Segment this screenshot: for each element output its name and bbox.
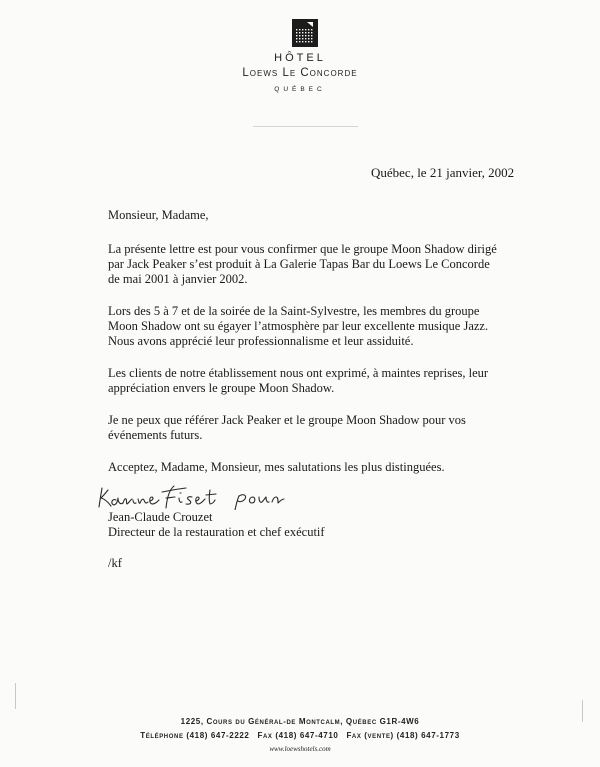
closing: Acceptez, Madame, Monsieur, mes salutations les plus distinguées. <box>108 460 445 474</box>
hotel-logo-icon <box>292 19 318 47</box>
footer-phone: Téléphone (418) 647-2222 <box>140 731 250 740</box>
paragraph-clients: Les clients de notre établissement nous ont exprimé, à maintes reprises, leur appréciation envers le groupe Moon Shadow. <box>108 366 489 395</box>
footer-fax-sales: Fax (vente) (418) 647-1773 <box>346 731 460 740</box>
letter-date: Québec, le 21 janvier, 2002 <box>371 165 515 180</box>
paragraph-confirmation: La présente lettre est pour vous confirmer que le groupe Moon Shadow dirigé par Jack Peaker s’est produit à La Galerie Tapas Bar du Loews Le Concorde de mai 2001 à janvier 2002. <box>108 242 497 286</box>
footer-contacts <box>0 731 600 740</box>
signer-title: Directeur de la restauration et chef exécutif <box>108 525 325 539</box>
scan-mark <box>15 683 16 709</box>
footer-address: 1225, Cours du Général-de Montcalm, Québec G1R-4W6 <box>180 717 420 726</box>
letterhead-brand: Loews Le Concorde <box>242 67 358 79</box>
signer-name: Jean-Claude Crouzet <box>108 510 213 524</box>
letterhead-hotel: HÔTEL <box>274 52 326 64</box>
signer-block <box>108 510 325 540</box>
letter-body <box>108 208 498 492</box>
footer-fax: Fax (418) 647-4710 <box>257 731 339 740</box>
salutation: Monsieur, Madame, <box>108 208 209 222</box>
typist-initials: /kf <box>108 556 122 570</box>
paragraph-recommendation: Je ne peux que référer Jack Peaker et le groupe Moon Shadow pour vos événements futurs. <box>108 413 466 442</box>
handwritten-signature <box>96 482 296 510</box>
paragraph-performance: Lors des 5 à 7 et de la soirée de la Saint-Sylvestre, les membres du groupe Moon Shadow ont su égayer l’atmosphère par leur excellente musique Jazz. Nous avons apprécié leur professionnalisme et leur assiduité. <box>108 304 489 348</box>
letterhead-city: QUÉBEC <box>274 86 326 93</box>
letterhead-divider <box>253 126 358 127</box>
footer-website: www.loewshotels.com <box>269 745 331 753</box>
